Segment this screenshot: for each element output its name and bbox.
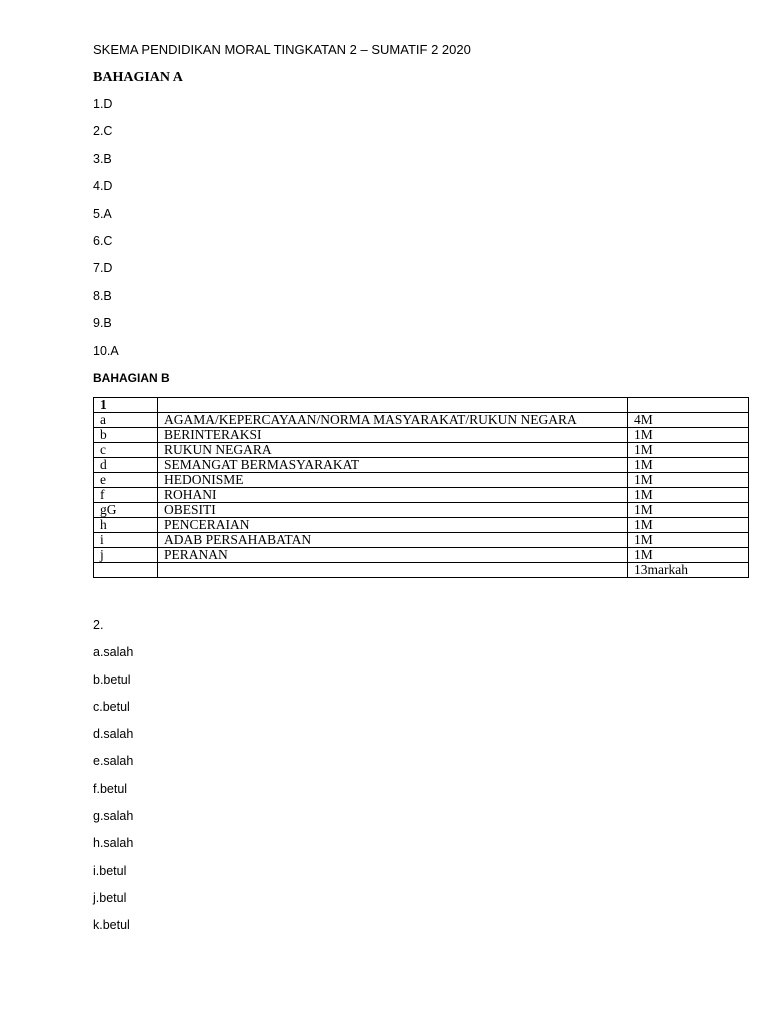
table-cell: i [94,533,158,548]
table-total-cell: 13markah [628,563,749,578]
answer-item: 3.B [93,151,112,166]
table-cell [628,398,749,413]
answer-item: i.betul [93,863,127,878]
table-row [94,533,749,548]
answer-item: 10.A [93,343,119,358]
table-cell: HEDONISME [158,473,628,488]
table-cell: 1M [628,443,749,458]
answer-item: e.salah [93,754,134,769]
table-row [94,548,749,563]
table-header-row [94,398,749,413]
table-row [94,458,749,473]
table-cell: ADAB PERSAHABATAN [158,533,628,548]
table-cell: h [94,518,158,533]
table-row [94,503,749,518]
table-total-row [94,563,749,578]
answer-item: 7.D [93,261,113,276]
table-row [94,518,749,533]
section-a-answer-list [93,96,119,370]
answer-item: 9.B [93,316,112,331]
table-cell [158,563,628,578]
table-cell: PENCERAIAN [158,518,628,533]
answer-item: 2.C [93,124,113,139]
table-row [94,413,749,428]
table-cell: gG [94,503,158,518]
table-cell: 1M [628,503,749,518]
answer-item: j.betul [93,890,127,905]
answer-item: 4.D [93,179,113,194]
answer-item: k.betul [93,918,130,933]
table-cell [158,398,628,413]
answer-item: b.betul [93,672,131,687]
answer-item: f.betul [93,781,128,796]
table-cell: AGAMA/KEPERCAYAAN/NORMA MASYARAKAT/RUKUN NEGARA [158,413,628,428]
answer-item: 5.A [93,206,112,221]
answer-item: 6.C [93,233,113,248]
question-2-answer-list [93,617,133,945]
table-cell: BERINTERAKSI [158,428,628,443]
table-cell: e [94,473,158,488]
table-cell: c [94,443,158,458]
table-cell: 1M [628,533,749,548]
table-cell: 1 [94,398,158,413]
table-cell: j [94,548,158,563]
table-cell: 1M [628,473,749,488]
table-cell: PERANAN [158,548,628,563]
table-cell: 1M [628,488,749,503]
table-row [94,488,749,503]
table-cell [94,563,158,578]
answer-item: 8.B [93,288,112,303]
table-cell: 1M [628,518,749,533]
table-cell: ROHANI [158,488,628,503]
answer-item: a.salah [93,645,134,660]
table-cell: 4M [628,413,749,428]
page-title: SKEMA PENDIDIKAN MORAL TINGKATAN 2 – SUMATIF 2 2020 [93,42,471,57]
answer-item: d.salah [93,727,134,742]
table-cell: SEMANGAT BERMASYARAKAT [158,458,628,473]
table-row [94,443,749,458]
table-cell: 1M [628,548,749,563]
table-cell: f [94,488,158,503]
table-cell: d [94,458,158,473]
table-cell: 1M [628,428,749,443]
table-cell: OBESITI [158,503,628,518]
question-2-label: 2. [93,618,104,632]
table-cell: a [94,413,158,428]
answer-table [93,397,749,578]
table-cell: b [94,428,158,443]
section-a-heading: BAHAGIAN A [93,70,183,85]
table-cell: 1M [628,458,749,473]
answer-item: 1.D [93,97,113,111]
section-b-heading: BAHAGIAN B [93,371,170,385]
table-cell: RUKUN NEGARA [158,443,628,458]
table-row [94,428,749,443]
answer-item: h.salah [93,836,134,851]
answer-item: c.betul [93,699,130,714]
table-row [94,473,749,488]
answer-item: g.salah [93,809,134,824]
